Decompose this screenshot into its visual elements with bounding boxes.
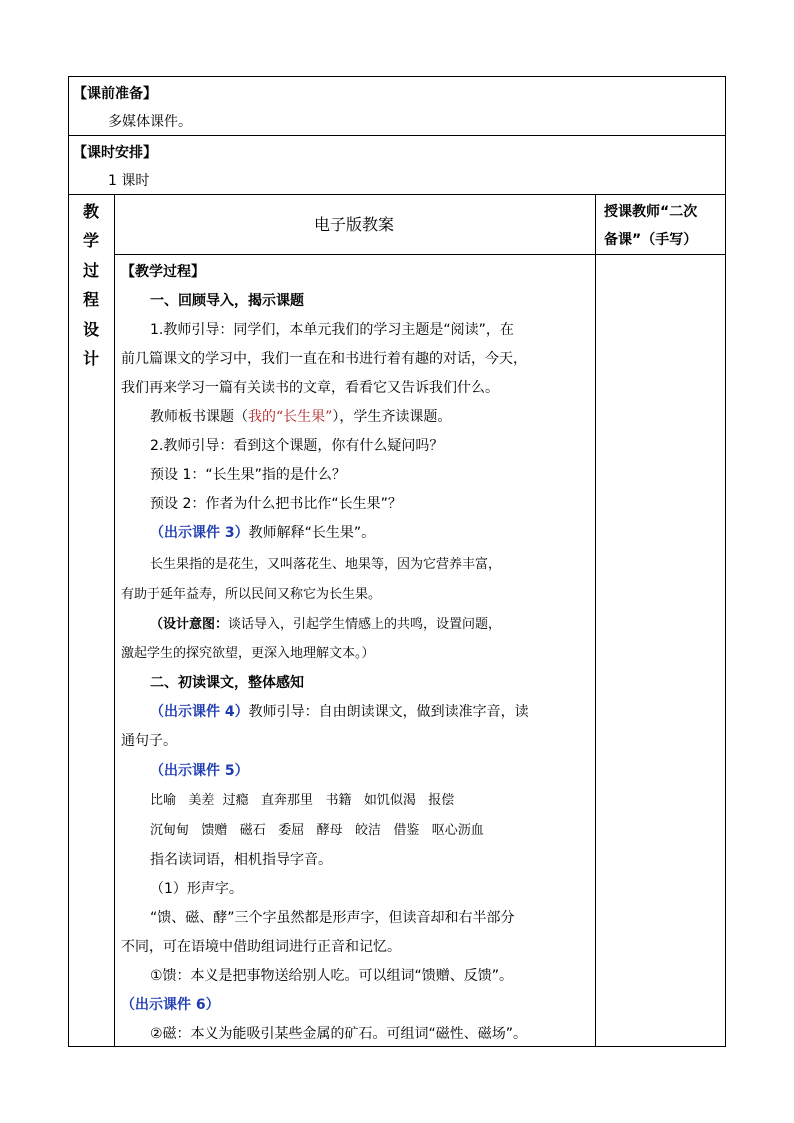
side-label-char: 过 xyxy=(82,261,99,280)
paragraph-line: （1）形声字。 xyxy=(150,881,243,897)
paragraph-line: 1.教师引导：同学们，本单元我们的学习主题是“阅读”，在 xyxy=(150,322,514,338)
side-label-char: 设 xyxy=(82,320,99,339)
paragraph-line: 预设 2：作者为什么把书比作“长生果”？ xyxy=(150,496,402,512)
handwritten-line xyxy=(150,617,501,633)
schedule-content: 1 课时 xyxy=(108,173,150,189)
side-column-divider xyxy=(114,194,115,1047)
vocabulary-line: 沉甸甸 馈赠 磁石 委屈 酵母 皎洁 借鉴 呕心沥血 xyxy=(150,823,484,838)
process-heading: 【教学过程】 xyxy=(121,264,205,280)
paragraph-line xyxy=(150,704,529,720)
side-label-char: 教 xyxy=(82,202,99,221)
column-header-teacher-notes: 授课教师“二次 xyxy=(604,204,698,220)
handwritten-line: 有助于延年益寿，所以民间又称它为长生果。 xyxy=(121,587,382,602)
side-label-char: 程 xyxy=(82,290,99,309)
courseware-tag: （出示课件 3） xyxy=(150,525,249,541)
paragraph-line: 通句子。 xyxy=(121,733,177,749)
handwritten-line: 激起学生的探究欲望，更深入地理解文本。） xyxy=(121,646,375,661)
schedule-heading: 【课时安排】 xyxy=(73,145,157,161)
row-divider-prep xyxy=(68,135,726,136)
side-label-char: 计 xyxy=(82,349,99,368)
prep-heading: 【课前准备】 xyxy=(73,86,157,102)
prep-content: 多媒体课件。 xyxy=(108,114,192,130)
text-run: ），学生齐读课题。 xyxy=(332,409,452,425)
lesson-title-text: 我的“长生果” xyxy=(248,409,333,425)
paragraph-line: “馈、磁、酵”三个字虽然都是形声字，但读音却和右半部分 xyxy=(150,910,515,926)
section-title: 二、初读课文，整体感知 xyxy=(150,675,304,691)
courseware-tag: （出示课件 5） xyxy=(150,763,249,779)
side-label-char: 学 xyxy=(82,231,99,250)
paragraph-line xyxy=(150,409,451,425)
vocabulary-line: 比喻 美差 过瘾 直奔那里 书籍 如饥似渴 报偿 xyxy=(150,793,455,808)
courseware-tag: （出示课件 6） xyxy=(121,997,220,1013)
paragraph-line: 预设 1：“长生果”指的是什么？ xyxy=(150,467,346,483)
column-header-teacher-notes: 备课”（手写） xyxy=(604,232,698,248)
column-header-electronic-plan: 电子版教案 xyxy=(314,215,395,234)
paragraph-line: 2.教师引导：看到这个课题，你有什么疑问吗？ xyxy=(150,438,444,454)
paragraph-line: 不同，可在语境中借助组词进行正音和记忆。 xyxy=(121,939,401,955)
handwritten-line: 长生果指的是花生，又叫落花生、地果等，因为它营养丰富， xyxy=(150,557,502,572)
right-column-divider xyxy=(595,194,596,1047)
text-run: 教师解释“长生果”。 xyxy=(248,525,376,541)
paragraph-line: 指名读词语，相机指导字音。 xyxy=(150,852,332,868)
paragraph-line: ②磁：本义为能吸引某些金属的矿石。可组词“磁性、磁场”。 xyxy=(150,1026,528,1042)
text-run: 谈话导入，引起学生情感上的共鸣，设置问题， xyxy=(228,617,502,632)
design-intent-label: （设计意图： xyxy=(150,617,229,632)
paragraph-line: 我们再来学习一篇有关读书的文章，看看它又告诉我们什么。 xyxy=(121,380,499,396)
paragraph-line: ①馈：本义是把事物送给别人吃。可以组词“馈赠、反馈”。 xyxy=(150,968,514,984)
row-divider-schedule xyxy=(68,194,726,195)
courseware-tag: （出示课件 4） xyxy=(150,704,249,720)
section-title: 一、回顾导入，揭示课题 xyxy=(150,293,304,309)
paragraph-line: 前几篇课文的学习中，我们一直在和书进行着有趣的对话，今天， xyxy=(121,351,527,367)
header-divider xyxy=(114,254,726,255)
paragraph-line xyxy=(150,525,375,541)
text-run: 教师引导：自由朗读课文，做到读准字音，读 xyxy=(248,704,529,720)
text-run: 教师板书课题（ xyxy=(150,409,248,425)
